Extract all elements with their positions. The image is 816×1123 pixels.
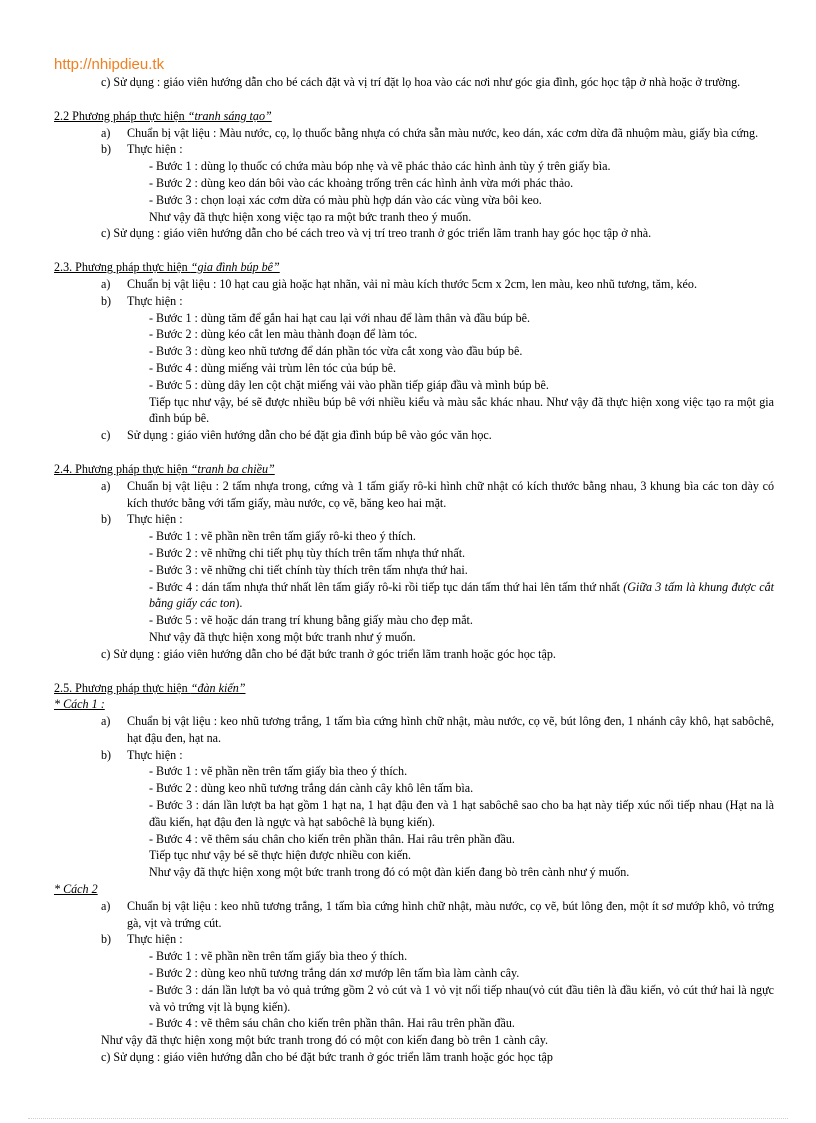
section-2-4-heading: 2.4. Phương pháp thực hiện “tranh ba chiều” [54, 461, 275, 476]
s24-step-2: - Bước 2 : vẽ những chi tiết phụ tùy thích trên tấm nhựa thứ nhất. [149, 545, 466, 560]
section-2-2-heading: 2.2 Phương pháp thực hiện “tranh sáng tạo” [54, 108, 272, 123]
s25-c1-step-1: - Bước 1 : vẽ phần nền trên tấm giấy bìa theo ý thích. [149, 764, 408, 779]
s22-step-3: - Bước 3 : chọn loại xác cơm dừa có màu phù hợp dán vào các vùng vừa bôi keo. [149, 192, 542, 207]
site-link[interactable]: http://nhipdieu.tk [54, 56, 165, 73]
s25-method-1: * Cách 1 : [54, 697, 105, 712]
s23-step-4: - Bước 4 : dùng miếng vải trùm lên tóc của búp bê. [149, 360, 397, 375]
s25-c2-item-b: b) Thực hiện : [101, 932, 183, 947]
s25-c2-item-a: a) Chuẩn bị vật liệu : keo nhũ tương trắng, 1 tấm bìa cứng hình chữ nhật, màu nước, cọ vẽ, bút lông đen, một ít sơ mướp khô, vỏ trứng gà, vịt và trứng cút. [101, 898, 774, 930]
s25-c2-step-1: - Bước 1 : vẽ phần nền trên tấm giấy bìa theo ý thích. [149, 949, 408, 964]
s25-c1-note-2: Như vậy đã thực hiện xong một bức tranh trong đó có một đàn kiến đang bò trên cành như ý muốn. [149, 865, 630, 880]
page-bottom-rule [28, 1118, 788, 1119]
s23-summary: Tiếp tục như vậy, bé sẽ được nhiều búp bê với nhiều kiểu và màu sắc khác nhau. Như vậy đã thực hiện xong việc tạo ra một gia đình búp bê. [149, 394, 774, 426]
s22-step-2: - Bước 2 : dùng keo dán bôi vào các khoảng trống trên các hình ảnh vừa mới phác thảo. [149, 175, 574, 190]
intro-usage: c) Sử dụng : giáo viên hướng dẫn cho bé cách đặt và vị trí đặt lọ hoa vào các nơi như góc gia đình, góc học tập ở nhà hoặc ở trường. [101, 75, 741, 89]
s25-c1-step-2: - Bước 2 : dùng keo nhũ tương trắng dán cành cây khô lên tấm bìa. [149, 781, 474, 796]
s24-summary: Như vậy đã thực hiện xong một bức tranh như ý muốn. [149, 629, 416, 644]
s24-step-3: - Bước 3 : vẽ những chi tiết chính tùy thích trên tấm nhựa thứ hai. [149, 562, 468, 577]
s25-c1-note-1: Tiếp tục như vậy bé sẽ thực hiện được nhiều con kiến. [149, 848, 412, 863]
s24-item-b: b) Thực hiện : [101, 512, 183, 527]
s23-step-2: - Bước 2 : dùng kéo cắt len màu thành đoạn để làm tóc. [149, 327, 418, 342]
s25-c2-usage: c) Sử dụng : giáo viên hướng dẫn cho bé đặt bức tranh ở góc triển lãm tranh hoặc góc học tập [101, 1050, 553, 1065]
s23-step-5: - Bước 5 : dùng dây len cột chặt miếng vải vào phần tiếp giáp đầu và mình búp bê. [149, 377, 549, 392]
s25-c1-item-b: b) Thực hiện : [101, 747, 183, 762]
s25-c1-step-3: - Bước 3 : dán lần lượt ba hạt gồm 1 hạt na, 1 hạt đậu đen và 1 hạt sabôchê sao cho ba hạt này tiếp xúc nối tiếp nhau (Hạt na là đầu kiến, hạt đậu đen là ngực và hạt sabôchê là bụng kiến). [149, 798, 774, 829]
s24-step-5: - Bước 5 : vẽ hoặc dán trang trí khung bằng giấy màu cho đẹp mắt. [149, 613, 473, 628]
s22-item-b: b) Thực hiện : [101, 142, 183, 157]
s25-c2-summary: Như vậy đã thực hiện xong một bức tranh trong đó có một con kiến đang bò trên 1 cành cây. [101, 1033, 549, 1048]
s25-method-2: * Cách 2 [54, 882, 98, 897]
s24-item-a: a) Chuẩn bị vật liệu : 2 tấm nhựa trong, cứng và 1 tấm giấy rô-ki hình chữ nhật có kích thước bằng nhau, 3 khung bìa các ton dày có kích thước bằng với tấm giấy, màu nước, cọ vẽ, băng keo hai mặt. [101, 478, 774, 510]
s25-c2-step-3: - Bước 3 : dán lần lượt ba vỏ quả trứng gồm 2 vỏ cút và 1 vỏ vịt nối tiếp nhau(vỏ cút đầu tiên là đầu kiến, vỏ cút thứ hai là ngực và vỏ trứng vịt là bụng kiến). [149, 982, 774, 1014]
s24-step-1: - Bước 1 : vẽ phần nền trên tấm giấy rô-ki theo ý thích. [149, 529, 416, 544]
s23-step-3: - Bước 3 : dùng keo nhũ tương để dán phần tóc vừa cắt xong vào đầu búp bê. [149, 344, 523, 359]
s25-c2-step-2: - Bước 2 : dùng keo nhũ tương trắng dán xơ mướp lên tấm bìa làm cành cây. [149, 966, 520, 981]
s25-c1-item-a: a) Chuẩn bị vật liệu : keo nhũ tương trắng, 1 tấm bìa cứng hình chữ nhật, màu nước, cọ vẽ, bút lông đen, 1 nhánh cây khô, hạt sabôchê, hạt đậu đen, hạt na. [101, 714, 774, 745]
s24-step-4: - Bước 4 : dán tấm nhựa thứ nhất lên tấm giấy rô-ki rồi tiếp tục dán tấm thứ hai lên tấm thứ nhất (Giữa 3 tấm là khung được cắt bằng giấy các ton). [149, 579, 775, 611]
s22-step-1: - Bước 1 : dùng lọ thuốc có chứa màu bóp nhẹ và vẽ phác thảo các hình ảnh tùy ý trên giấy bìa. [149, 159, 611, 174]
section-2-3-heading: 2.3. Phương pháp thực hiện “gia đình búp bê” [54, 260, 280, 275]
s22-usage: c) Sử dụng : giáo viên hướng dẫn cho bé cách treo và vị trí treo tranh ở góc triển lãm tranh hay góc học tập ở nhà. [101, 226, 652, 241]
s24-usage: c) Sử dụng : giáo viên hướng dẫn cho bé đặt bức tranh ở góc triển lãm tranh hoặc góc học tập. [101, 646, 556, 661]
s23-item-c: c) Sử dụng : giáo viên hướng dẫn cho bé đặt gia đình búp bê vào góc văn học. [101, 428, 492, 443]
s23-step-1: - Bước 1 : dùng tăm để gắn hai hạt cau lại với nhau để làm thân và đầu búp bê. [149, 310, 531, 325]
s22-item-a: a) Chuẩn bị vật liệu : Màu nước, cọ, lọ thuốc bằng nhựa có chứa sẵn màu nước, keo dán, xác cơm dừa đã nhuộm màu, giấy bìa cứng. [101, 125, 759, 140]
section-2-5-heading: 2.5. Phương pháp thực hiện “đàn kiến” [54, 680, 246, 695]
s22-summary: Như vậy đã thực hiện xong việc tạo ra một bức tranh theo ý muốn. [149, 209, 472, 224]
s23-item-a: a) Chuẩn bị vật liệu : 10 hạt cau già hoặc hạt nhãn, vải nỉ màu kích thước 5cm x 2cm, len màu, keo nhũ tương, tăm, kéo. [101, 276, 697, 291]
s25-c2-step-4: - Bước 4 : vẽ thêm sáu chân cho kiến trên phần thân. Hai râu trên phần đầu. [149, 1016, 515, 1031]
s25-c1-step-4: - Bước 4 : vẽ thêm sáu chân cho kiến trên phần thân. Hai râu trên phần đầu. [149, 831, 515, 846]
document-body [54, 74, 774, 1066]
s23-item-b: b) Thực hiện : [101, 293, 183, 308]
